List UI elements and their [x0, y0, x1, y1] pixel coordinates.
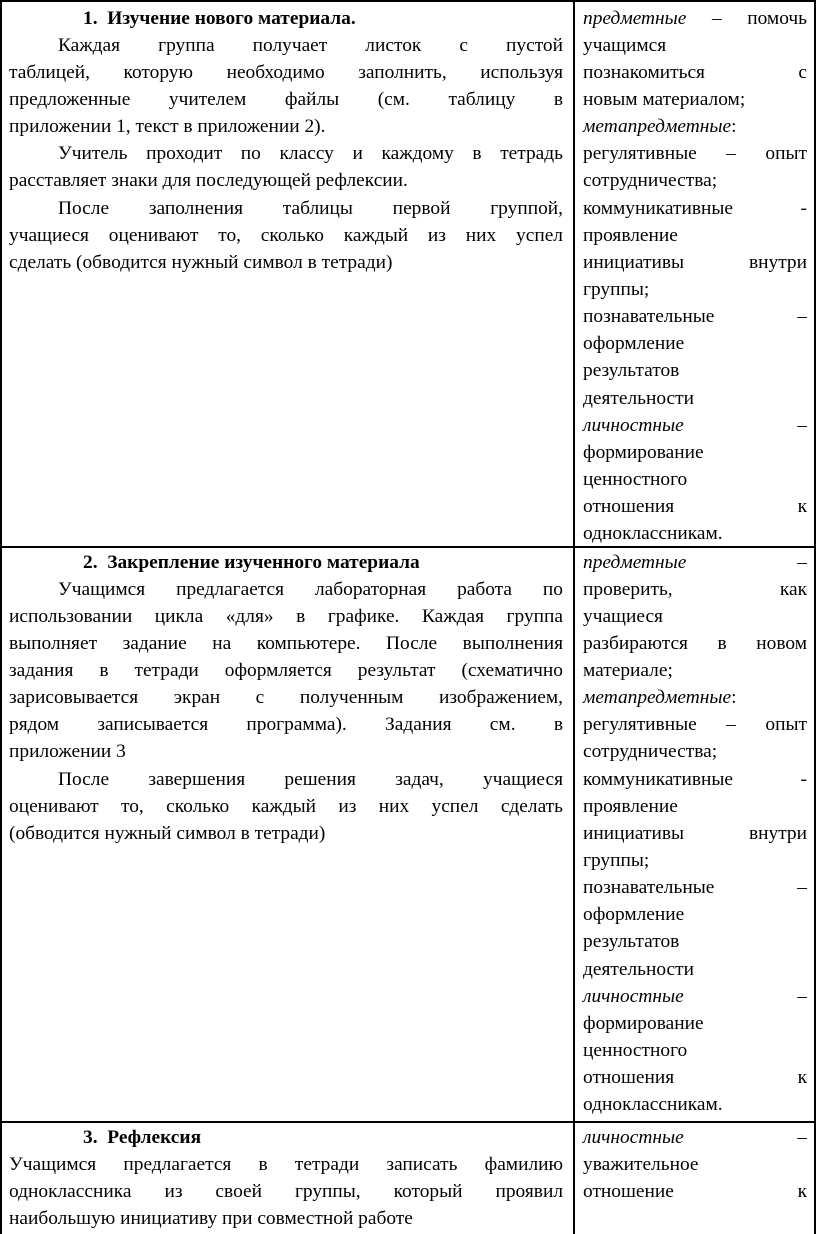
section-1-goal-line: оформление: [583, 333, 685, 354]
row-divider-2: [0, 1121, 816, 1123]
section-1-goal-line: формирование: [583, 442, 704, 463]
section-1-goal-line: сотрудничества;: [583, 170, 718, 191]
section-2-goal-line: проявление: [583, 796, 678, 817]
section-2-goal-line: учащиеся: [583, 606, 663, 627]
section-2-goal-line: метапредметные:: [583, 687, 737, 708]
section-2-text-line: приложении 3: [9, 741, 126, 762]
section-2-goal-line: предметные –: [583, 552, 807, 573]
section-1-goal-line: группы;: [583, 279, 650, 300]
section-3-text-line: одноклассника из своей группы, который проявил: [9, 1181, 563, 1202]
section-1-goal-line: личностные –: [583, 415, 807, 436]
section-1-text-line: предложенные учителем файлы (см. таблицу в: [9, 89, 563, 110]
section-3-goal-line: уважительное: [583, 1154, 699, 1175]
section-2-goal-line: формирование: [583, 1013, 704, 1034]
section-2-goal-line: одноклассникам.: [583, 1094, 723, 1115]
section-3-goal-line: личностные –: [583, 1127, 807, 1148]
section-3-text-line: Учащимся предлагается в тетради записать фамилию: [9, 1154, 563, 1175]
section-1-goal-line: отношения к: [583, 496, 807, 517]
section-2-text-line: использовании цикла «для» в графике. Каждая группа: [9, 606, 563, 627]
section-2-goal-line: группы;: [583, 850, 650, 871]
section-2-goal-line: материале;: [583, 660, 673, 681]
section-2-text-line: Учащимся предлагается лабораторная работа по: [58, 579, 563, 600]
section-2-goal-line: сотрудничества;: [583, 741, 718, 762]
section-1-goal-line: ценностного: [583, 469, 688, 490]
section-1-goal-line: коммуникативные -: [583, 198, 807, 219]
section-2-text-line: (обводится нужный символ в тетради): [9, 823, 326, 844]
section-2-goal-line: регулятивные – опыт: [583, 714, 807, 735]
section-2-goal-line: деятельности: [583, 959, 695, 980]
section-2-goal-line: познавательные –: [583, 877, 807, 898]
section-1-goal-line: регулятивные – опыт: [583, 143, 807, 164]
section-2-goal-line: проверить, как: [583, 579, 807, 600]
section-1-goal-line: деятельности: [583, 388, 695, 409]
section-1-goal-line: новым материалом;: [583, 89, 746, 110]
table-border-top: [0, 0, 816, 2]
section-2-goal-line: коммуникативные -: [583, 769, 807, 790]
section-3-goal-line: отношение к: [583, 1181, 807, 1202]
section-1-heading: 1. Изучение нового материала.: [83, 8, 356, 29]
section-3-heading: 3. Рефлексия: [83, 1127, 202, 1148]
section-2-text-line: рядом записывается программа). Задания см. в: [9, 714, 563, 735]
section-2-text-line: оценивают то, сколько каждый из них успел сделать: [9, 796, 563, 817]
section-1-text-line: расставляет знаки для последующей рефлексии.: [9, 170, 408, 191]
section-2-goal-line: личностные –: [583, 986, 807, 1007]
section-2-text-line: зарисовывается экран с полученным изображением,: [9, 687, 563, 708]
section-1-text-line: Каждая группа получает листок с пустой: [58, 35, 563, 56]
section-3-text-line: наибольшую инициативу при совместной работе: [9, 1208, 413, 1229]
section-1-goal-line: проявление: [583, 225, 678, 246]
section-1-goal-line: одноклассникам.: [583, 523, 723, 544]
section-1-text-line: Учитель проходит по классу и каждому в тетрадь: [58, 143, 563, 164]
table-border-right: [814, 0, 816, 1234]
section-1-text-line: таблицей, которую необходимо заполнить, используя: [9, 62, 563, 83]
section-1-goal-line: познавательные –: [583, 306, 807, 327]
section-1-goal-line: инициативы внутри: [583, 252, 807, 273]
section-1-text-line: учащиеся оценивают то, сколько каждый из них успел: [9, 225, 563, 246]
section-1-goal-line: предметные – помочь: [583, 8, 807, 29]
section-2-goal-line: ценностного: [583, 1040, 688, 1061]
section-2-heading: 2. Закрепление изученного материала: [83, 552, 420, 573]
section-1-goal-line: учащимся: [583, 35, 667, 56]
section-2-goal-line: разбираются в новом: [583, 633, 807, 654]
section-2-text-line: После завершения решения задач, учащиеся: [58, 769, 563, 790]
section-1-text-line: приложении 1, текст в приложении 2).: [9, 116, 326, 137]
section-1-goal-line: метапредметные:: [583, 116, 737, 137]
section-1-text-line: сделать (обводится нужный символ в тетради): [9, 252, 393, 273]
table-border-left: [0, 0, 2, 1234]
section-2-goal-line: инициативы внутри: [583, 823, 807, 844]
section-1-goal-line: результатов: [583, 360, 680, 381]
section-2-text-line: задания в тетради оформляется результат (схематично: [9, 660, 563, 681]
section-1-text-line: После заполнения таблицы первой группой,: [58, 198, 563, 219]
section-1-goal-line: познакомиться с: [583, 62, 807, 83]
column-divider: [573, 0, 575, 1234]
section-2-text-line: выполняет задание на компьютере. После выполнения: [9, 633, 563, 654]
section-2-goal-line: результатов: [583, 931, 680, 952]
section-2-goal-line: оформление: [583, 904, 685, 925]
section-2-goal-line: отношения к: [583, 1067, 807, 1088]
